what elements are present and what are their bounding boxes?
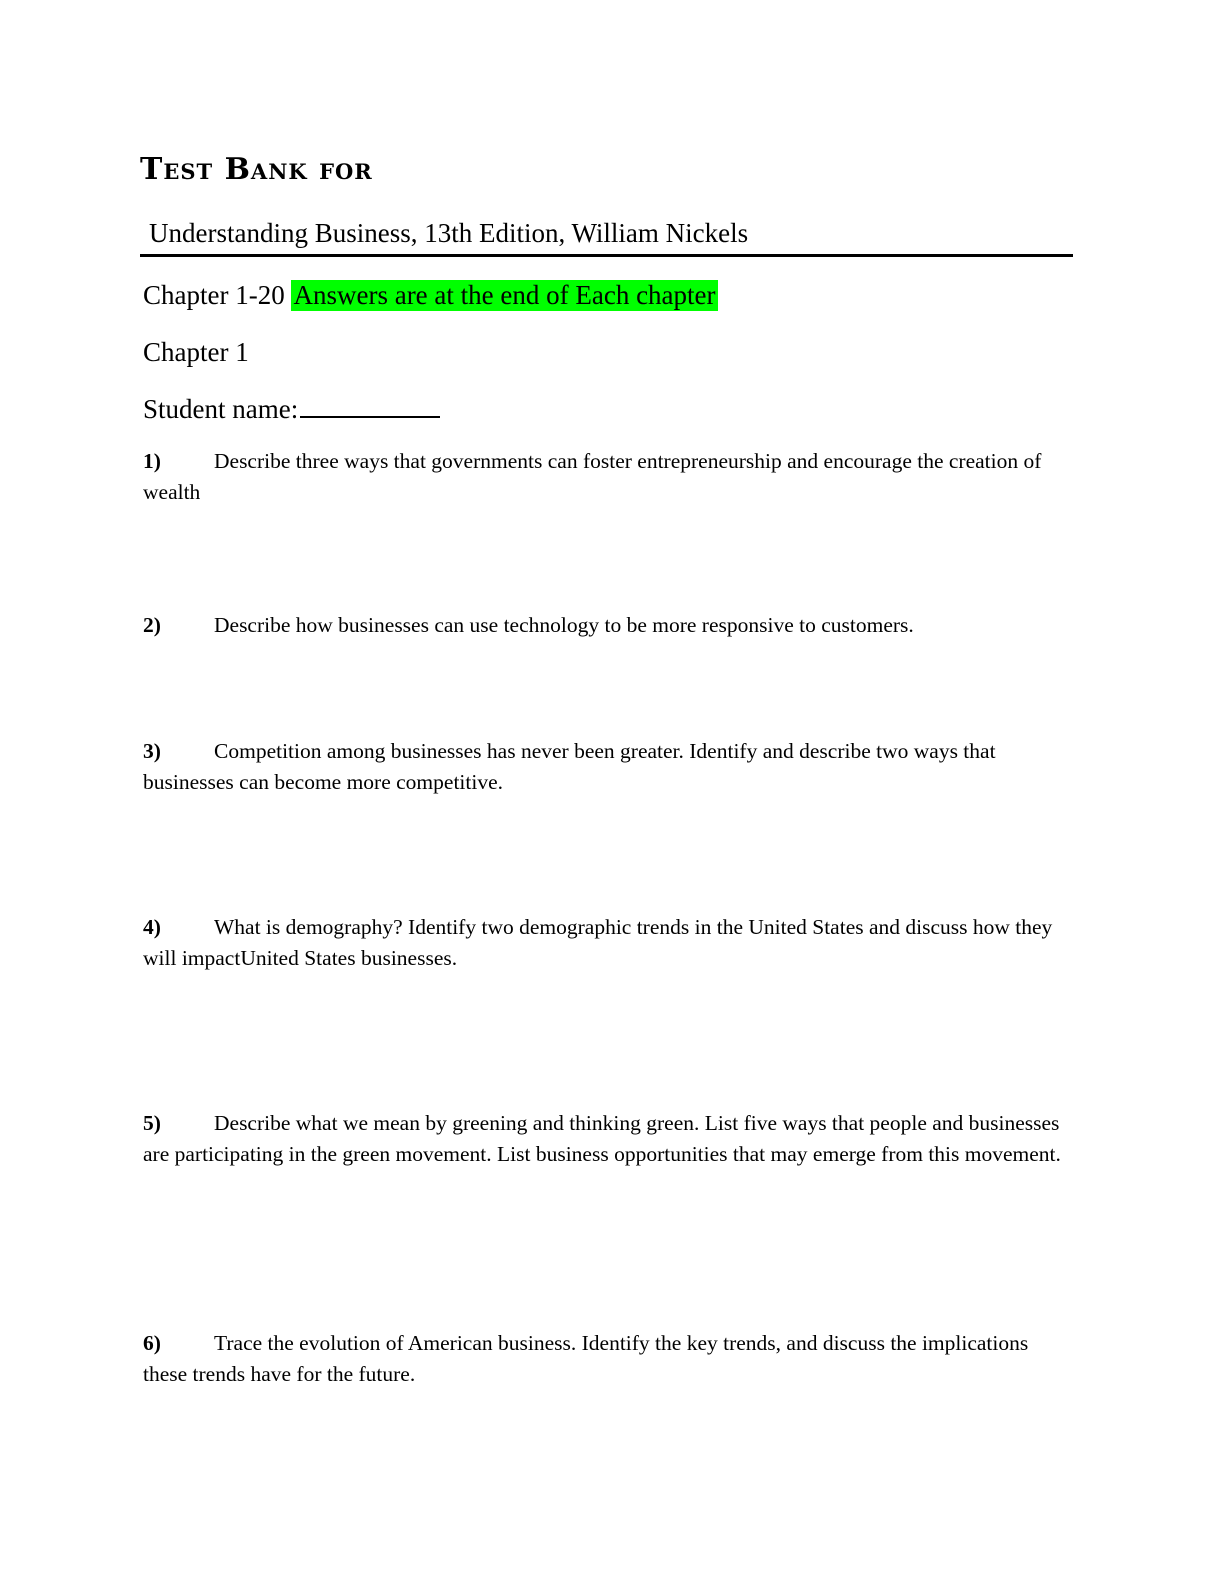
question-item <box>143 736 1073 798</box>
question-item <box>143 610 1073 641</box>
student-name-line <box>143 390 440 427</box>
question-number: 6) <box>143 1331 161 1355</box>
title-divider <box>140 254 1073 257</box>
question-text: Competition among businesses has never been greater. Identify and describe two ways that businesses can become more competitive. <box>143 739 996 794</box>
question-text: Describe what we mean by greening and thinking green. List five ways that people and businesses are participating in the green movement. List business opportunities that may emerge from this movement. <box>143 1111 1061 1166</box>
question-number: 1) <box>143 449 161 473</box>
student-name-blank <box>300 390 440 418</box>
answers-note-highlight: Answers are at the end of Each chapter <box>293 280 716 310</box>
chapter-range-line <box>143 277 718 313</box>
question-number: 2) <box>143 613 161 637</box>
document-title: Test Bank for <box>140 152 373 187</box>
chapter-heading: Chapter 1 <box>143 337 249 367</box>
question-text: Trace the evolution of American business. Identify the key trends, and discuss the implications these trends have for the future. <box>143 1331 1029 1386</box>
question-number: 3) <box>143 739 161 763</box>
question-text: Describe how businesses can use technology to be more responsive to customers. <box>214 613 914 637</box>
chapter-range-prefix: Chapter 1-20 <box>143 280 292 310</box>
question-item <box>143 1108 1073 1170</box>
question-number: 4) <box>143 915 161 939</box>
question-item <box>143 912 1073 974</box>
question-item <box>143 446 1073 508</box>
question-number: 5) <box>143 1111 161 1135</box>
question-text: Describe three ways that governments can foster entrepreneurship and encourage the creation of wealth <box>143 449 1042 504</box>
document-subtitle: Understanding Business, 13th Edition, William Nickels <box>149 218 749 248</box>
question-item <box>143 1328 1073 1390</box>
student-name-label: Student name: <box>143 394 299 424</box>
question-text: What is demography? Identify two demographic trends in the United States and discuss how they will impactUnited States businesses. <box>143 915 1053 970</box>
